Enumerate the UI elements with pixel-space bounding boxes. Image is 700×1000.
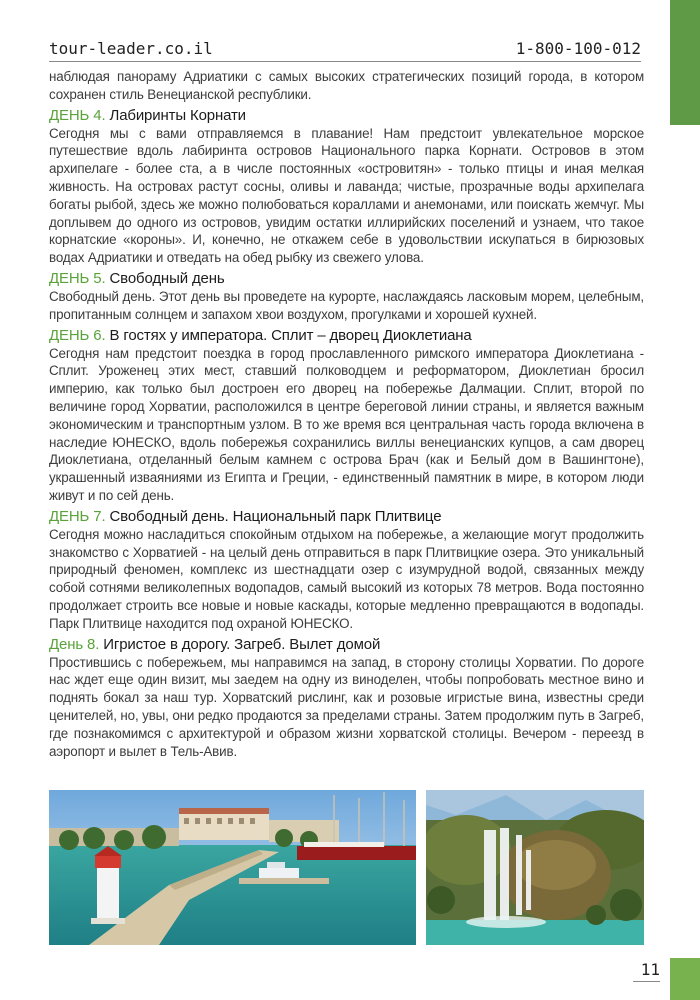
day-title: Свободный день <box>109 269 225 287</box>
site-url[interactable]: tour-leader.co.il <box>49 39 213 58</box>
side-color-tab <box>670 0 700 125</box>
day-title: Свободный день. Национальный парк Плитвице <box>109 507 442 525</box>
page-header <box>49 36 641 62</box>
day-number: ДЕНЬ 6. <box>49 326 106 344</box>
waterfall-photo <box>426 790 644 945</box>
day-title: Игристое в дорогу. Загреб. Вылет домой <box>103 635 381 653</box>
day-5-text: Свободный день. Этот день вы проведете на курорте, наслаждаясь ласковым морем, целебным, пропитанным солнцем и запахом хвои воздухом, прогулками и хорошей кухней. <box>49 288 644 322</box>
day-number: День 8. <box>49 635 100 653</box>
day-number: ДЕНЬ 5. <box>49 269 106 287</box>
day-4-heading <box>49 106 644 125</box>
intro-paragraph: наблюдая панораму Адриатики с самых высоких стратегических позиций города, в котором сохранен стиль Венецианской республики. <box>49 69 644 102</box>
itinerary-text <box>49 68 644 760</box>
day-title: Лабиринты Корнати <box>109 106 246 124</box>
day-6-text: Сегодня нам предстоит поездка в город прославленного римского императора Диоклетиана - Сплит. Уроженец этих мест, ставший полководцем и реформатором, Диоклетиан бросил империю, как только был достроен его дворец на побережье Далмации. Сплит, второй по величине город Хорватии, расположился в центре береговой линии страны, и является важным экономическим и транспортным узлом. В то же время вся центральная часть города включена в наследие ЮНЕСКО, вдоль побережья сохранились виллы венецианских купцов, а сам дворец Диоклетиана, отделанный белым камнем с острова Брач (как и Белый дом в Вашингтоне), украшенный изваяниями из Египта и Греции, - единственный памятник в мире, в котором люди живут и по сей день. <box>49 345 644 503</box>
day-6-heading <box>49 326 644 345</box>
day-number: ДЕНЬ 4. <box>49 106 106 124</box>
day-number: ДЕНЬ 7. <box>49 507 106 525</box>
day-8-text: Простившись с побережьем, мы направимся на запад, в сторону столицы Хорватии. По дороге нас ждет еще один визит, мы заедем на одну из виноделен, чтобы попробовать местное вино и поднять бокал за наш тур. Хорватский рислинг, как и розовые игристые вина, известны среди ценителей, но, увы, они редко продаются за пределами страны. Затем продолжим путь в Загреб, где познакомимся с архитектурой и образом жизни хорватской столицы. Вечером - переезд в аэропорт и вылет в Тель-Авив. <box>49 654 644 759</box>
day-title: В гостях у императора. Сплит – дворец Диоклетиана <box>109 326 472 344</box>
harbor-lighthouse-photo <box>49 790 416 945</box>
day-4-text: Сегодня мы с вами отправляемся в плавание! Нам предстоит увлекательное морское путешествие вдоль лабиринта островов Национального парка Корнати. Островов в этом архипелаге - более ста, а в числе постоянных «островитян» - только птицы и иная мелкая живность. На островах растут сосны, оливы и лаванда; чистые, прозрачные воды архипелага богаты рыбой, здесь же можно полюбоваться кораллами и анемонами, или поискать жемчуг. Мы доплывем до одного из островов, увидим остатки иллирийских поселений и узнаем, что такое корнатские «короны». И, конечно, не откажем себе в удовольствии искупаться в бирюзовых водах Адриатики и отведать на обед рыбку из свежего улова. <box>49 125 644 266</box>
photo-strip <box>49 790 644 945</box>
day-7-text: Сегодня можно насладиться спокойным отдыхом на побережье, а желающие могут продолжить знакомство с Хорватией - на целый день отправиться в парк Плитвицкие озера. Это уникальный природный феномен, комплекс из шестнадцати озер с изумрудной водой, связанных между собой сотнями великолепных водопадов, самый высокий из которых 78 метров. Вода постоянно продолжает строить все новые и новые каскады, которые медленно превращаются в водопады. Парк Плитвице находится под охраной ЮНЕСКО. <box>49 526 644 631</box>
page-number: 11 <box>633 960 660 982</box>
corner-color-tab <box>670 958 700 1000</box>
day-7-heading <box>49 507 644 526</box>
day-8-heading <box>49 635 644 654</box>
phone-number[interactable]: 1-800-100-012 <box>515 39 641 58</box>
day-5-heading <box>49 269 644 288</box>
